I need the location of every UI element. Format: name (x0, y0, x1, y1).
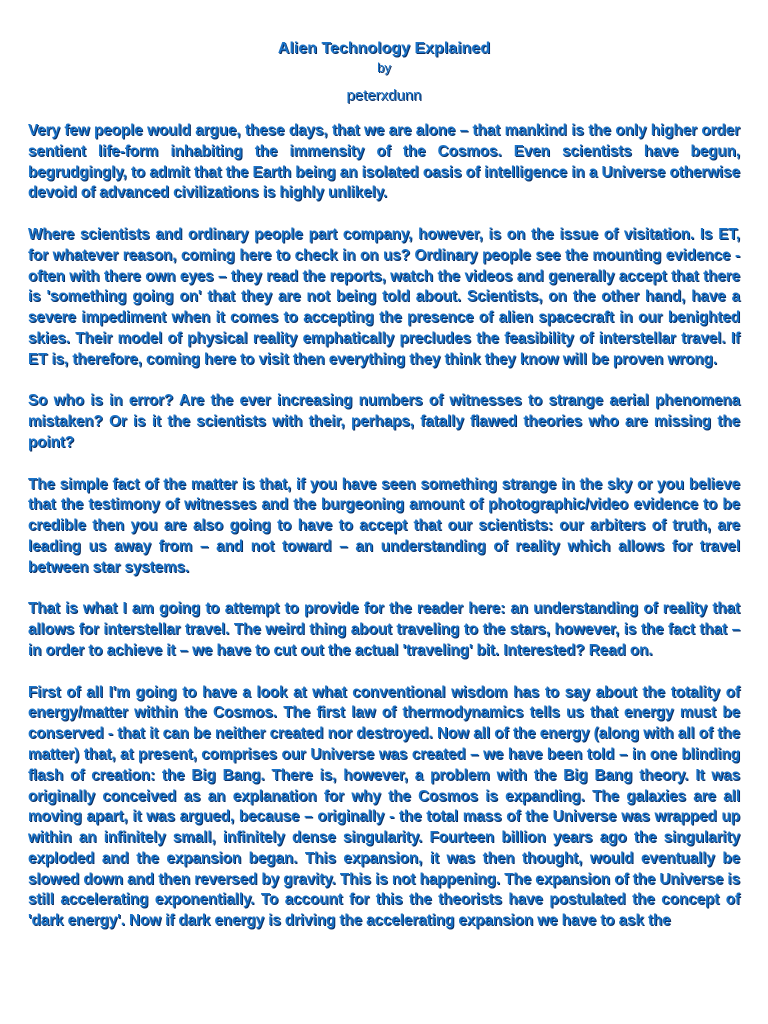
paragraph-4: The simple fact of the matter is that, if you have seen something strange in the sky or you believe that the testimony of witnesses and the burgeoning amount of photographic/video evidence to be credible then you are also going to have to accept that our scientists: our arbiters of truth, are leading us away from – and not toward – an understanding of reality which allows for travel between star systems. (28, 475, 740, 576)
document-body (28, 121, 740, 932)
author-name: peterxdunn (346, 87, 422, 104)
document-page (28, 38, 740, 953)
paragraph-5: That is what I am going to attempt to provide for the reader here: an understanding of reality that allows for interstellar travel. The weird thing about traveling to the stars, however, is the fact that – in order to achieve it – we have to cut out the actual 'traveling' bit. Interested? Read on. (28, 600, 740, 659)
paragraph-2: Where scientists and ordinary people part company, however, is on the issue of visitation. Is ET, for whatever reason, coming here to check in on us? Ordinary people see the mounting evidence - often with there own eyes – they read the reports, watch the videos and generally accept that there is 'something going on' that they are not being told about. Scientists, on the other hand, have a severe impediment when it comes to accepting the presence of alien spacecraft in our benighted skies. Their model of physical reality emphatically precludes the feasibility of interstellar travel. If ET is, therefore, coming here to visit then everything they think they know will be proven wrong. (28, 225, 740, 368)
paragraph-6: First of all I'm going to have a look at what conventional wisdom has to say about the totality of energy/matter within the Cosmos. The first law of thermodynamics tells us that energy must be conserved - that it can be neither created nor destroyed. Now all of the energy (along with all of the matter) that, at present, comprises our Universe was created – we have been told – in one blinding flash of creation: the Big Bang. There is, however, a problem with the Big Bang theory. It was originally conceived as an explanation for why the Cosmos is expanding. The galaxies are all moving apart, it was argued, because – originally - the total mass of the Universe was wrapped up within an infinitely small, infinitely dense singularity. Fourteen billion years ago the singularity exploded and the expansion began. This expansion, it was then thought, would eventually be slowed down and then reversed by gravity. This is not happening. The expansion of the Universe is still accelerating exponentially. To account for this the theorists have postulated the concept of 'dark energy'. Now if dark energy is driving the accelerating expansion we have to ask the (28, 683, 740, 930)
paragraph-3: So who is in error? Are the ever increasing numbers of witnesses to strange aerial phenomena mistaken? Or is it the scientists with their, perhaps, fatally flawed theories who are missing the point? (28, 392, 740, 451)
byline-by: by (377, 60, 391, 75)
document-title: Alien Technology Explained (277, 40, 491, 57)
paragraph-1: Very few people would argue, these days, that we are alone – that mankind is the only higher order sentient life-form inhabiting the immensity of the Cosmos. Even scientists have begun, begrudgingly, to admit that the Earth being an isolated oasis of intelligence in a Universe otherwise devoid of advanced civilizations is highly unlikely. (28, 122, 740, 202)
